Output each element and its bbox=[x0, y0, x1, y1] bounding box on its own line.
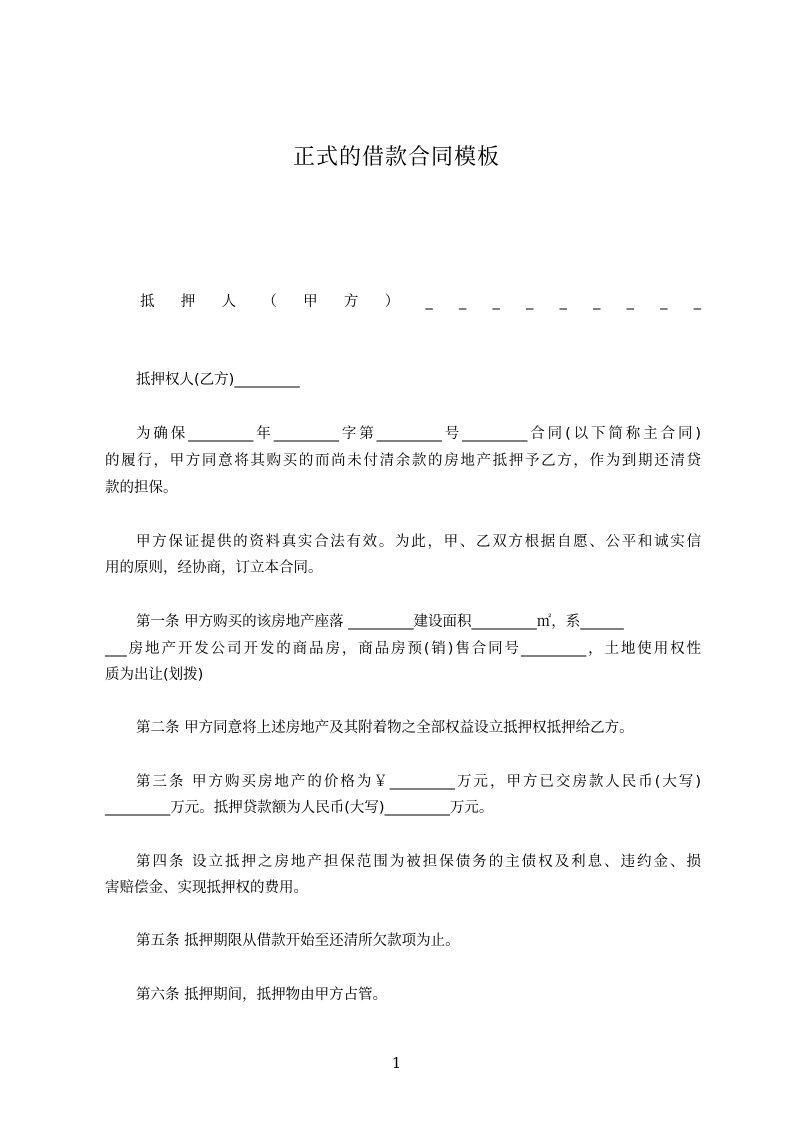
party-a-char: 抵 bbox=[140, 294, 155, 310]
party-a-char: _ bbox=[559, 294, 567, 310]
article-1-line-2: ___房地产开发公司开发的商品房，商品房预(销)售合同号_________，土地使用权性 bbox=[105, 641, 701, 657]
para1-line-3: 款的担保。 bbox=[105, 480, 178, 496]
party-b-line: 抵押权人(乙方)_________ bbox=[136, 372, 300, 388]
party-a-char: 押 bbox=[180, 294, 196, 310]
para2-line-1: 甲方保证提供的资料真实合法有效。为此，甲、乙双方根据自愿、公平和诚实信 bbox=[136, 534, 701, 550]
party-a-char: 甲 bbox=[303, 294, 318, 310]
party-a-char: _ bbox=[459, 294, 467, 310]
party-a-char: 方 bbox=[343, 294, 359, 310]
article-4-line-1: 第四条 设立抵押之房地产担保范围为被担保债务的主债权及利息、违约金、损 bbox=[136, 854, 701, 870]
party-a-char: _ bbox=[425, 294, 433, 310]
article-3-line-2: _________万元。抵押贷款额为人民币(大写)_________万元。 bbox=[105, 800, 494, 816]
party-a-line bbox=[140, 290, 701, 315]
article-3-line-1: 第三条 甲方购买房地产的价格为￥_________万元，甲方已交房款人民币(大写) bbox=[136, 774, 701, 790]
party-a-char: _ bbox=[492, 294, 500, 310]
document-title: 正式的借款合同模板 bbox=[292, 145, 500, 170]
party-a-char: ） bbox=[384, 294, 400, 310]
para1-line-1: 为确保_________年_________字第_________号_________合同(以下简称主合同) bbox=[136, 426, 701, 442]
para2-line-2: 用的原则，经协商，订立本合同。 bbox=[105, 560, 323, 576]
para1-line-2: 的履行，甲方同意将其购买的而尚未付清余款的房地产抵押予乙方，作为到期还清贷 bbox=[105, 453, 701, 469]
party-a-char: _ bbox=[660, 294, 668, 310]
party-a-char: _ bbox=[693, 294, 701, 310]
party-a-char: _ bbox=[626, 294, 634, 310]
party-a-char: _ bbox=[593, 294, 601, 310]
article-4-line-2: 害赔偿金、实现抵押权的费用。 bbox=[105, 880, 308, 896]
party-a-char: （ bbox=[262, 294, 277, 310]
article-1-line-3: 质为出让(划拨) bbox=[105, 667, 204, 683]
party-a-char: _ bbox=[526, 294, 534, 310]
article-5: 第五条 抵押期限从借款开始至还清所欠款项为止。 bbox=[136, 933, 460, 949]
party-a-char: 人 bbox=[221, 294, 237, 310]
article-1-line-1: 第一条 甲方购买的该房地产座落 _________建设面积_________㎡，系______ bbox=[136, 614, 624, 630]
article-6: 第六条 抵押期间，抵押物由甲方占管。 bbox=[136, 987, 388, 1003]
article-2: 第二条 甲方同意将上述房地产及其附着物之全部权益设立抵押权抵押给乙方。 bbox=[136, 720, 634, 736]
page-number: 1 bbox=[391, 1054, 402, 1072]
